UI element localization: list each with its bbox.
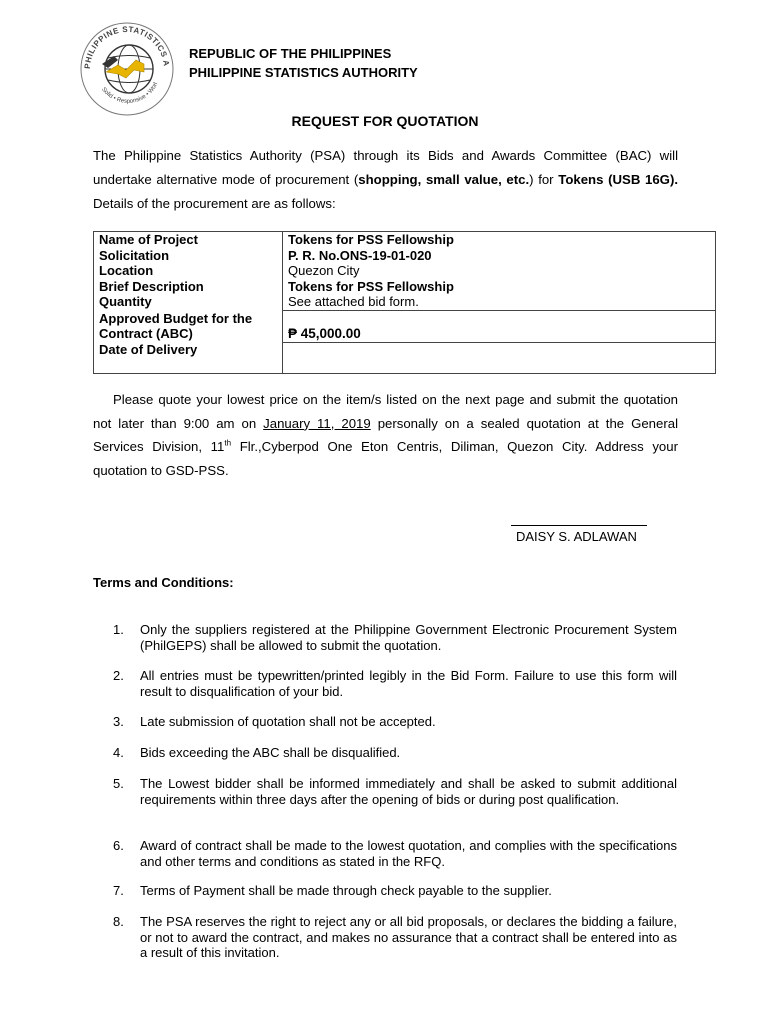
abc-value-cell [283, 311, 716, 343]
details-values [283, 232, 716, 311]
document-title: REQUEST FOR QUOTATION [291, 113, 479, 129]
table-row [94, 342, 716, 374]
delivery-value [283, 342, 716, 374]
details-label: Name of Project Solicitation Location Brief Description Quantity [94, 232, 283, 311]
location-value: Quezon City [288, 263, 360, 278]
agency-heading: PHILIPPINE STATISTICS AUTHORITY [189, 65, 418, 80]
table-row [94, 232, 716, 311]
globe-logo-icon [78, 20, 176, 118]
terms-heading: Terms and Conditions: [93, 575, 234, 590]
logo-ring-text: PHILIPPINE STATISTICS A [82, 24, 171, 70]
abc-value: ₱ 45,000.00 [288, 326, 361, 341]
intro-mode-bold: shopping, small value, etc. [358, 172, 530, 187]
description-value: Tokens for PSS Fellowship [288, 278, 454, 294]
solicitation-value: P. R. No.ONS-19-01-020 [288, 247, 432, 263]
intro-item-bold: Tokens (USB 16G). [558, 172, 678, 187]
procurement-details-table [93, 231, 716, 374]
abc-label: Approved Budget for the Contract (ABC) [94, 311, 283, 343]
project-name-value: Tokens for PSS Fellowship [288, 232, 454, 247]
republic-heading: REPUBLIC OF THE PHILIPPINES [189, 46, 392, 61]
intro-paragraph: The Philippine Statistics Authority (PSA) through its Bids and Awards Committee (BAC) will undertake alternative mode of procurement (shopping, small value, etc.) for Tokens (USB 16G). Details of the procurement are as follows: [93, 148, 678, 211]
signature-line [511, 525, 647, 526]
delivery-label: Date of Delivery [94, 342, 283, 374]
instructions-paragraph: Please quote your lowest price on the item/s listed on the next page and submit the quotation not later than 9:00 am on January 11, 2019 personally on a sealed quotation at the General Services Division, 11th Flr.,Cyberpod One Eton Centris, Diliman, Quezon City. Address your quotation to GSD-PSS. [93, 392, 678, 478]
deadline-date: January 11, 2019 [263, 415, 371, 431]
psa-logo [78, 20, 176, 118]
logo-motto-text: Solid • Responsive • Worl [100, 81, 160, 105]
table-row [94, 311, 716, 343]
signatory-name: DAISY S. ADLAWAN [516, 529, 637, 544]
quantity-value: See attached bid form. [283, 294, 715, 311]
